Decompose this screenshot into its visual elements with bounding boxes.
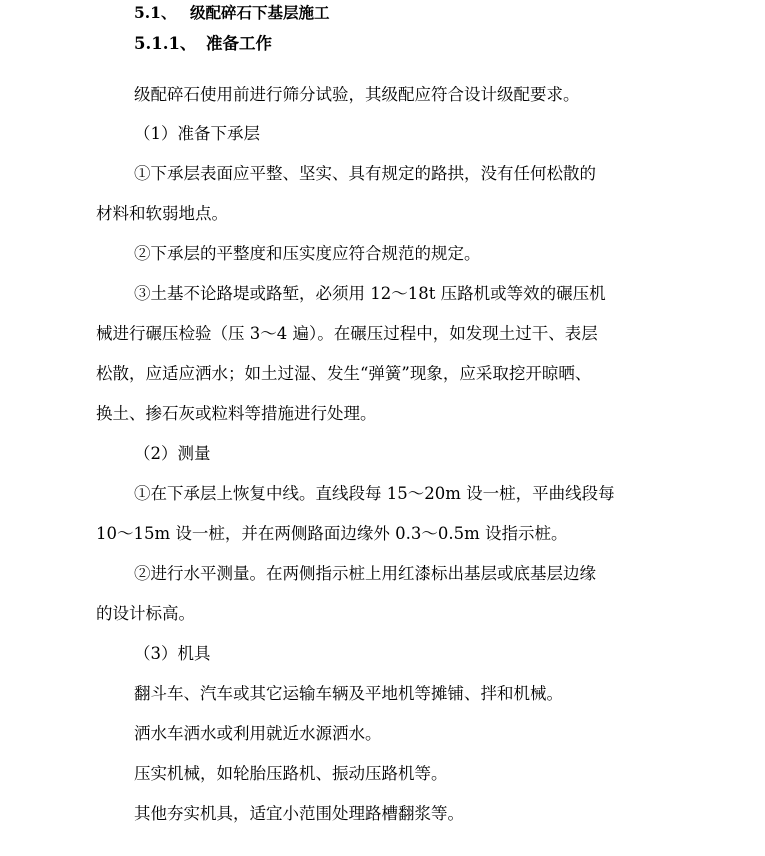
paragraph: 其他夯实机具，适宜小范围处理路槽翻浆等。 [134, 804, 464, 823]
list-heading: （1）准备下承层 [134, 124, 260, 143]
section-heading-5-1 [134, 3, 330, 23]
paragraph: 的设计标高。 [96, 604, 195, 623]
paragraph: ①在下承层上恢复中线。直线段每 15～20m 设一桩，平曲线段每 [134, 484, 615, 503]
paragraph: ②进行水平测量。在两侧指示桩上用红漆标出基层或底基层边缘 [134, 564, 596, 583]
section-title: 级配碎石下基层施工 [190, 3, 330, 22]
paragraph: ②下承层的平整度和压实度应符合规范的规定。 [134, 244, 481, 263]
section-number: 5.1、 [134, 3, 177, 22]
paragraph: 级配碎石使用前进行筛分试验，其级配应符合设计级配要求。 [134, 85, 580, 104]
list-heading: （2）测量 [134, 444, 211, 463]
paragraph: 10～15m 设一桩，并在两侧路面边缘外 0.3～0.5m 设指示桩。 [96, 524, 568, 543]
subsection-title: 准备工作 [206, 34, 272, 53]
paragraph: 洒水车洒水或利用就近水源洒水。 [134, 724, 382, 743]
paragraph: 压实机械，如轮胎压路机、振动压路机等。 [134, 764, 448, 783]
paragraph: 材料和软弱地点。 [96, 204, 228, 223]
paragraph: 翻斗车、汽车或其它运输车辆及平地机等摊铺、拌和机械。 [134, 684, 563, 703]
paragraph: 械进行碾压检验（压 3～4 遍）。在碾压过程中，如发现土过干、表层 [96, 324, 598, 343]
subsection-heading-5-1-1 [134, 34, 272, 54]
paragraph: ③土基不论路堤或路堑，必须用 12～18t 压路机或等效的碾压机 [134, 284, 606, 303]
paragraph: 松散，应适应洒水；如土过湿、发生“弹簧”现象，应采取挖开晾晒、 [96, 364, 592, 383]
paragraph: 换土、掺石灰或粒料等措施进行处理。 [96, 404, 377, 423]
list-heading: （3）机具 [134, 644, 211, 663]
subsection-number: 5.1.1、 [134, 34, 197, 53]
paragraph: ①下承层表面应平整、坚实、具有规定的路拱，没有任何松散的 [134, 164, 596, 183]
